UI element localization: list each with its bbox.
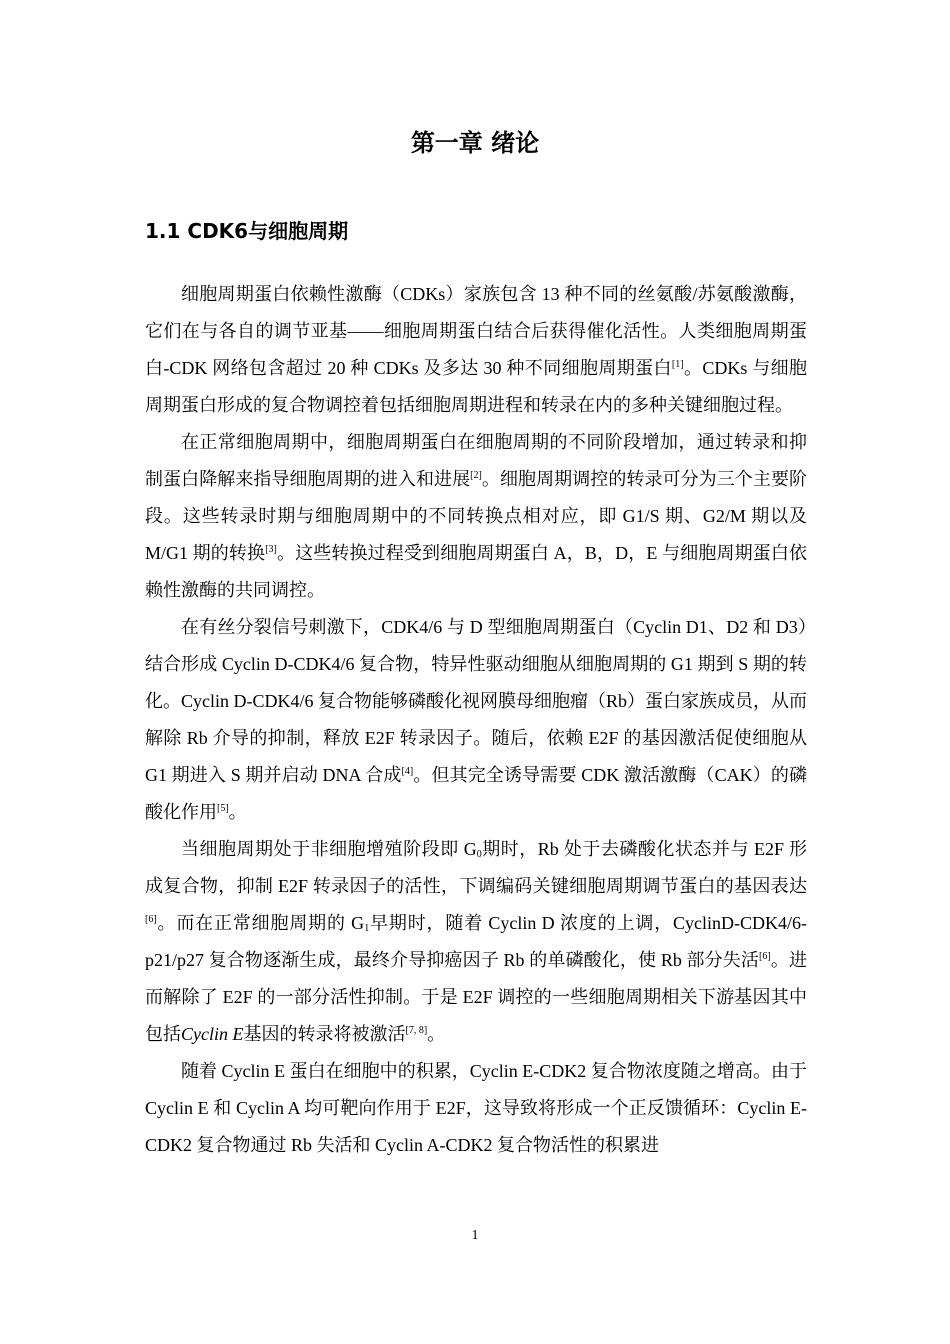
text-run: 。这些转换过程受到细胞周期蛋白 A，B，D，E 与细胞周期蛋白依赖性激酶的共同调控。 <box>145 543 807 600</box>
text-run: 期时，Rb 处于去磷酸化状态并与 E2F 形成复合物，抑制 E2F 转录因子的活性，下调编码关键细胞周期调节蛋白的基因表达 <box>145 839 807 896</box>
text-run: 基因的转录将被激活 <box>243 1024 406 1044</box>
paragraph-4 <box>145 831 807 1053</box>
text-run: 随着 Cyclin E 蛋白在细胞中的积累，Cyclin E-CDK2 复合物浓度随之增高。由于 Cyclin E 和 Cyclin A 均可靶向作用于 E2F，这导致将形成一个正反馈循环：Cyclin E-CDK2 复合物通过 Rb 失活和 Cyclin A-CDK2 复合物活性的积累进 <box>145 1061 807 1155</box>
text-run: 当细胞周期处于非细胞增殖阶段即 G <box>181 839 477 859</box>
citation: [3] <box>265 544 277 555</box>
text-run: 。但其完全诱导需要 CDK 激活激酶（CAK）的磷酸化作用 <box>145 765 807 822</box>
citation: [5] <box>217 803 229 814</box>
citation: [2] <box>470 470 482 481</box>
text-run: 。 <box>228 802 247 822</box>
citation: [6] <box>145 914 157 925</box>
citation: [1] <box>671 359 684 370</box>
text-run: 。CDKs 与细胞周期蛋白形成的复合物调控着包括细胞周期进程和转录在内的多种关键细胞过程。 <box>145 358 807 415</box>
paragraph-1 <box>145 276 807 424</box>
subscript: 1 <box>364 923 370 934</box>
text-run: 。细胞周期调控的转录可分为三个主要阶段。这些转录时期与细胞周期中的不同转换点相对应，即 G1/S 期、G2/M 期以及 M/G1 期的转换 <box>145 469 808 563</box>
gene-name: Cyclin E <box>181 1024 244 1044</box>
paragraph-2 <box>145 424 807 609</box>
chapter-title: 第一章 绪论 <box>410 129 540 157</box>
body-text <box>145 276 807 1164</box>
paragraph-5 <box>145 1053 807 1164</box>
citation: [6] <box>759 951 771 962</box>
text-run: 。 <box>427 1024 446 1044</box>
citation: [4] <box>401 766 414 777</box>
text-run: 早期时，随着 Cyclin D 浓度的上调，CyclinD-CDK4/6-p21/p27 复合物逐渐生成，最终介导抑癌因子 Rb 的单磷酸化，使 Rb 部分失活 <box>145 913 808 970</box>
subscript: 0 <box>476 849 482 860</box>
text-run: 细胞周期蛋白依赖性激酶（CDKs）家族包含 13 种不同的丝氨酸/苏氨酸激酶，它们在与各自的调节亚基——细胞周期蛋白结合后获得催化活性。人类细胞周期蛋白-CDK 网络包含超过 20 种 CDKs 及多达 30 种不同细胞周期蛋白 <box>145 284 807 378</box>
text-run: 。而在正常细胞周期的 G <box>156 913 365 933</box>
citation: [7, 8] <box>405 1025 428 1036</box>
text-run: 。进而解除了 E2F 的一部分活性抑制。于是 E2F 调控的一些细胞周期相关下游基因其中包括 <box>145 950 808 1044</box>
paragraph-3 <box>145 609 807 831</box>
section-title: 1.1 CDK6与细胞周期 <box>145 219 349 243</box>
page-number: 1 <box>471 1228 479 1243</box>
text-run: 在有丝分裂信号刺激下，CDK4/6 与 D 型细胞周期蛋白（Cyclin D1、D2 和 D3）结合形成 Cyclin D-CDK4/6 复合物，特异性驱动细胞从细胞周期的 G1 期到 S 期的转化。Cyclin D-CDK4/6 复合物能够磷酸化视网膜母细胞瘤（Rb）蛋白家族成员，从而解除 Rb 介导的抑制，释放 E2F 转录因子。随后，依赖 E2F 的基因激活促使细胞从 G1 期进入 S 期并启动 DNA 合成 <box>145 617 807 785</box>
text-run: 在正常细胞周期中，细胞周期蛋白在细胞周期的不同阶段增加，通过转录和抑制蛋白降解来指导细胞周期的进入和进展 <box>145 432 807 489</box>
